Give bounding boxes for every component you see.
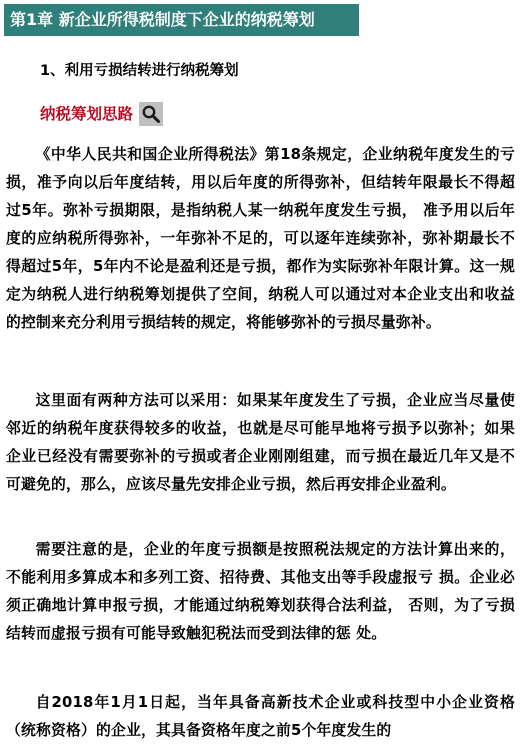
- search-icon[interactable]: [139, 102, 163, 126]
- search-icon-glyph: [141, 104, 161, 124]
- paragraph: 需要注意的是，企业的年度亏损额是按照税法规定的方法计算出来的，不能利用多算成本和多列工资、招待费、其他支出等手段虚报亏 损。企业必须正确地计算申报亏损，才能通过纳税筹划获得合法利益， 否则，为了亏损结转而虚报亏损有可能导致触犯税法而受到法律的惩 处。: [6, 541, 515, 642]
- paragraph: 自2018年1月1日起，当年具备高新技术企业或科技型中小企业资格（统称资格）的企业，其具备资格年度之前5个年度发生的: [6, 694, 515, 739]
- chapter-title: 第1章 新企业所得税制度下企业的纳税筹划: [10, 10, 315, 29]
- chapter-header: [4, 4, 359, 36]
- section-title: 1、利用亏损结转进行纳税筹划: [40, 63, 239, 79]
- paragraph: 《中华人民共和国企业所得税法》第18条规定，企业纳税年度发生的亏损，准予向以后年度结转，用以后年度的所得弥补，但结转年限最长不得超过5年。弥补亏损期限，是指纳税人某一纳税年度发生亏损， 准予用以后年度的应纳税所得弥补，一年弥补不足的，可以逐年连续弥补，弥补期最长不得超过5年，5年内不论是盈利还是亏损，都作为实际弥补年限计算。这一规定为纳税人进行纳税筹划提供了空间，纳税人可以通过对本企业支出和收益的控制来充分利用亏损结转的规定，将能够弥补的亏损尽量弥补。: [6, 146, 515, 331]
- paragraph: 这里面有两种方法可以采用：如果某年度发生了亏损，企业应当尽量使邻近的纳税年度获得较多的收益，也就是尽可能早地将亏损予以弥补；如果企业已经没有需要弥补的亏损或者企业刚刚组建，而亏损在最近几年又是不可避免的，那么，应该尽量先安排企业亏损，然后再安排企业盈利。: [6, 392, 515, 493]
- idea-label: 纳税筹划思路: [40, 105, 134, 123]
- idea-heading: [40, 102, 163, 126]
